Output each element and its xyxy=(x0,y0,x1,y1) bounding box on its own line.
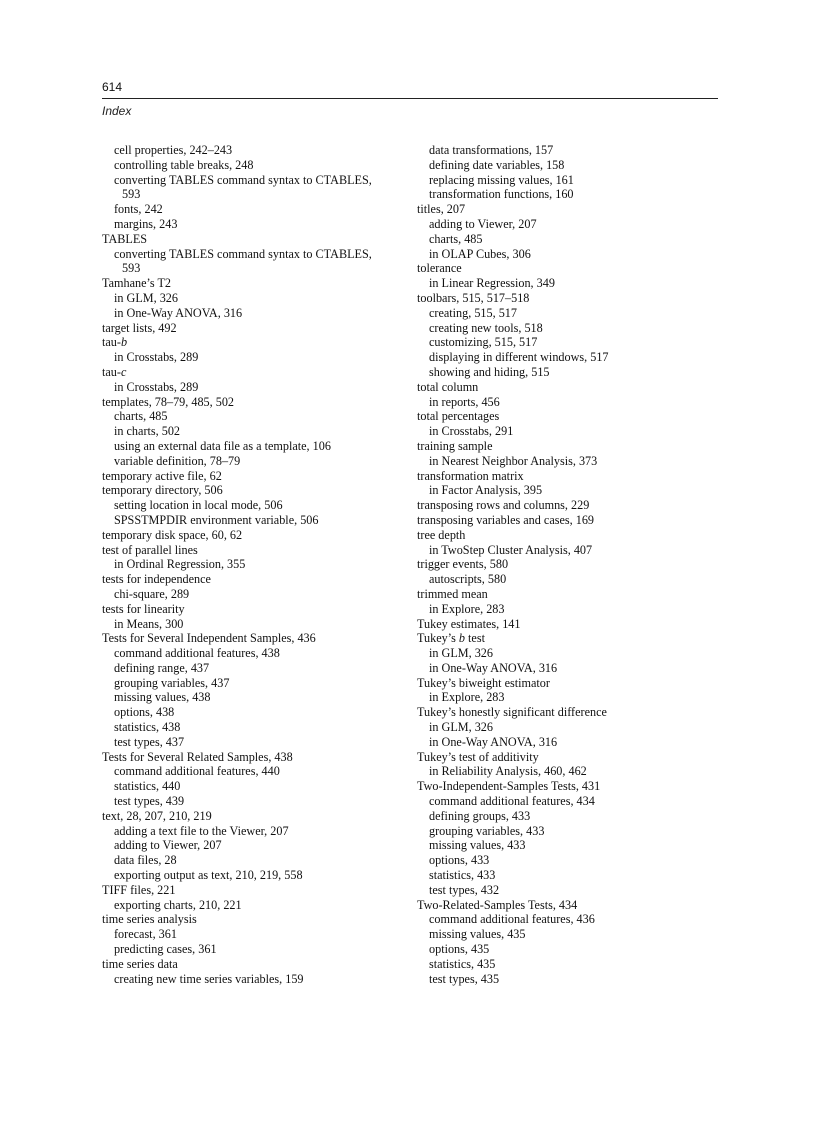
index-subentry: test types, 435 xyxy=(429,971,500,986)
index-subentry: in GLM, 326 xyxy=(429,720,493,735)
index-subentry: in reports, 456 xyxy=(429,394,500,409)
index-subentry: options, 435 xyxy=(429,942,490,957)
index-subentry: in One-Way ANOVA, 316 xyxy=(114,305,243,320)
index-subentry: adding to Viewer, 207 xyxy=(114,838,222,853)
index-entry: Tamhane’s T2 xyxy=(102,276,171,291)
index-subentry: options, 433 xyxy=(429,853,490,868)
index-entry: tolerance xyxy=(417,261,462,276)
index-entry: Tukey’s biweight estimator xyxy=(417,675,550,690)
index-entry: Tukey’s test of additivity xyxy=(417,749,539,764)
index-subentry: adding to Viewer, 207 xyxy=(429,216,537,231)
index-entry: toolbars, 515, 517–518 xyxy=(417,290,530,305)
index-subentry: missing values, 433 xyxy=(429,838,526,853)
index-subentry: creating new time series variables, 159 xyxy=(114,971,304,986)
index-subentry: in Explore, 283 xyxy=(429,601,505,616)
index-subentry: margins, 243 xyxy=(114,216,178,231)
index-subentry: command additional features, 434 xyxy=(429,794,595,809)
index-subentry: controlling table breaks, 248 xyxy=(114,157,254,172)
index-entry: tree depth xyxy=(417,527,466,542)
index-subentry: forecast, 361 xyxy=(114,927,177,942)
index-subentry: using an external data file as a template, 106 xyxy=(114,438,331,453)
index-subentry: in Crosstabs, 291 xyxy=(429,424,514,439)
header-rule xyxy=(102,98,718,99)
index-entry: tests for independence xyxy=(102,572,211,587)
index-subentry: exporting charts, 210, 221 xyxy=(114,897,242,912)
index-subentry: charts, 485 xyxy=(114,409,168,424)
index-subentry: command additional features, 440 xyxy=(114,764,280,779)
index-subentry: in Linear Regression, 349 xyxy=(429,276,555,291)
running-head: Index xyxy=(102,104,132,118)
index-subentry: defining range, 437 xyxy=(114,660,210,675)
index-entry: temporary disk space, 60, 62 xyxy=(102,527,243,542)
index-entry: Tukey’s b test xyxy=(417,631,485,646)
index-entry: titles, 207 xyxy=(417,202,466,217)
index-subentry: in Reliability Analysis, 460, 462 xyxy=(429,764,587,779)
index-subentry: command additional features, 436 xyxy=(429,912,595,927)
index-subentry: transformation functions, 160 xyxy=(429,187,574,202)
index-subentry: in Crosstabs, 289 xyxy=(114,350,199,365)
index-subentry: 593 xyxy=(122,261,141,276)
index-entry: Tests for Several Independent Samples, 436 xyxy=(102,631,316,646)
index-subentry: displaying in different windows, 517 xyxy=(429,350,609,365)
index-subentry: setting location in local mode, 506 xyxy=(114,498,283,513)
index-entry: total percentages xyxy=(417,409,500,424)
index-subentry: in Nearest Neighbor Analysis, 373 xyxy=(429,453,598,468)
index-subentry: converting TABLES command syntax to CTABLES, xyxy=(114,172,372,187)
index-entry: Two-Independent-Samples Tests, 431 xyxy=(417,779,601,794)
index-subentry: statistics, 433 xyxy=(429,868,496,883)
index-subentry: fonts, 242 xyxy=(114,202,163,217)
index-entry: temporary directory, 506 xyxy=(102,483,223,498)
index-subentry: in Explore, 283 xyxy=(429,690,505,705)
index-subentry: in Crosstabs, 289 xyxy=(114,379,199,394)
index-subentry: charts, 485 xyxy=(429,231,483,246)
index-subentry: test types, 437 xyxy=(114,734,185,749)
index-subentry: defining groups, 433 xyxy=(429,808,531,823)
index-subentry: statistics, 435 xyxy=(429,956,496,971)
index-subentry: in OLAP Cubes, 306 xyxy=(429,246,531,261)
index-subentry: autoscripts, 580 xyxy=(429,572,507,587)
index-subentry: grouping variables, 433 xyxy=(429,823,545,838)
index-entry: temporary active file, 62 xyxy=(102,468,222,483)
index-subentry: in TwoStep Cluster Analysis, 407 xyxy=(429,542,593,557)
index-subentry: replacing missing values, 161 xyxy=(429,172,574,187)
index-subentry: creating, 515, 517 xyxy=(429,305,517,320)
index-entry: TABLES xyxy=(102,231,148,246)
index-subentry: command additional features, 438 xyxy=(114,646,280,661)
index-entry: tau-c xyxy=(102,364,127,379)
index-entry: test of parallel lines xyxy=(102,542,198,557)
page-number: 614 xyxy=(102,80,123,94)
index-subentry: exporting output as text, 210, 219, 558 xyxy=(114,868,303,883)
index-subentry: statistics, 438 xyxy=(114,720,181,735)
index-subentry: SPSSTMPDIR environment variable, 506 xyxy=(114,512,319,527)
index-subentry: in Ordinal Regression, 355 xyxy=(114,557,246,572)
index-entry: Tukey estimates, 141 xyxy=(417,616,521,631)
index-subentry: in One-Way ANOVA, 316 xyxy=(429,734,558,749)
index-subentry: in GLM, 326 xyxy=(429,646,493,661)
index-subentry: data files, 28 xyxy=(114,853,177,868)
index-entry: trimmed mean xyxy=(417,586,488,601)
index-entry: tau-b xyxy=(102,335,128,350)
index-entry: Tukey’s honestly significant difference xyxy=(417,705,607,720)
index-subentry: missing values, 438 xyxy=(114,690,211,705)
index-entry: total column xyxy=(417,379,479,394)
index-subentry: statistics, 440 xyxy=(114,779,181,794)
index-subentry: data transformations, 157 xyxy=(429,143,554,157)
index-subentry: defining date variables, 158 xyxy=(429,157,565,172)
index-entry: transposing variables and cases, 169 xyxy=(417,512,595,527)
index-entry: Tests for Several Related Samples, 438 xyxy=(102,749,293,764)
index-entry: transformation matrix xyxy=(417,468,524,483)
index-subentry: test types, 439 xyxy=(114,794,185,809)
index-subentry: missing values, 435 xyxy=(429,927,526,942)
index-entry: tests for linearity xyxy=(102,601,185,616)
index-subentry: in charts, 502 xyxy=(114,424,181,439)
index-subentry: creating new tools, 518 xyxy=(429,320,543,335)
index-entry: text, 28, 207, 210, 219 xyxy=(102,808,212,823)
index-subentry: in GLM, 326 xyxy=(114,290,178,305)
index-column-left xyxy=(102,143,402,986)
index-subentry: chi-square, 289 xyxy=(114,586,190,601)
index-entry: time series analysis xyxy=(102,912,197,927)
index-subentry: grouping variables, 437 xyxy=(114,675,230,690)
index-subentry: predicting cases, 361 xyxy=(114,942,217,957)
index-entry: Two-Related-Samples Tests, 434 xyxy=(417,897,578,912)
index-subentry: options, 438 xyxy=(114,705,175,720)
index-subentry: in One-Way ANOVA, 316 xyxy=(429,660,558,675)
index-subentry: test types, 432 xyxy=(429,882,500,897)
index-subentry: cell properties, 242–243 xyxy=(114,143,233,157)
index-subentry: in Factor Analysis, 395 xyxy=(429,483,543,498)
index-entry: trigger events, 580 xyxy=(417,557,509,572)
index-entry: TIFF files, 221 xyxy=(102,882,176,897)
index-entry: time series data xyxy=(102,956,178,971)
index-entry: transposing rows and columns, 229 xyxy=(417,498,590,513)
index-entry: target lists, 492 xyxy=(102,320,177,335)
index-entry: templates, 78–79, 485, 502 xyxy=(102,394,235,409)
index-subentry: adding a text file to the Viewer, 207 xyxy=(114,823,289,838)
index-subentry: converting TABLES command syntax to CTABLES, xyxy=(114,246,372,261)
index-subentry: in Means, 300 xyxy=(114,616,184,631)
index-subentry: showing and hiding, 515 xyxy=(429,364,550,379)
index-subentry: variable definition, 78–79 xyxy=(114,453,241,468)
index-subentry: 593 xyxy=(122,187,141,202)
index-column-right xyxy=(417,143,717,986)
index-entry: training sample xyxy=(417,438,493,453)
index-subentry: customizing, 515, 517 xyxy=(429,335,538,350)
